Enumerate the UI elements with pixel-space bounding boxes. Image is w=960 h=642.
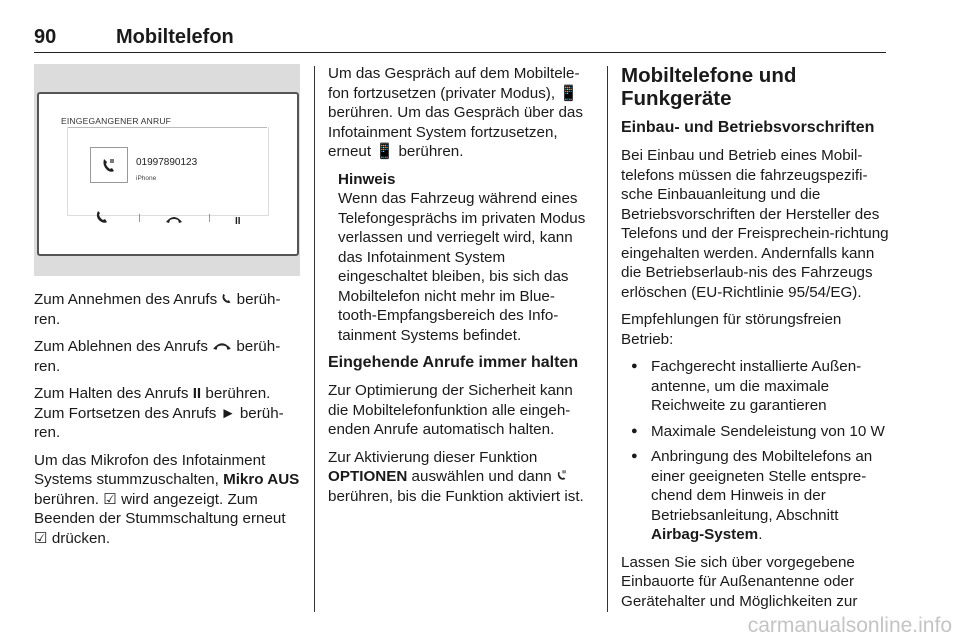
display-screen bbox=[37, 92, 299, 256]
mute-checkbox-icon: ☑ bbox=[34, 529, 48, 547]
separator bbox=[209, 214, 210, 222]
accept-paragraph: Zum Annehmen des Anrufs berüh-ren. bbox=[34, 291, 281, 328]
intro-paragraph: Bei Einbau und Betrieb eines Mobil-telefons müssen die fahrzeugspezifi-sche Einbauanleitung und die Betriebsvorschriften der Hersteller des Telefons und der Freisprechein-richtung eingehalten werden. Andernfalls kann die Betriebserlaub-nis des Fahrzeugs erlöschen (EU-Richtlinie 95/54/EG). bbox=[621, 147, 889, 301]
hold-paragraph: Zum Halten des Anrufs II berühren. bbox=[34, 385, 271, 402]
private-mode-phone-icon bbox=[90, 147, 128, 183]
screen-title: EINGEGANGENER ANRUF bbox=[61, 116, 172, 126]
column-2 bbox=[328, 64, 592, 514]
resume-paragraph: Zum Fortsetzen des Anrufs ► berüh-ren. bbox=[34, 404, 284, 441]
hold-calls-heading: Eingehende Anrufe immer halten bbox=[328, 354, 579, 371]
mute-paragraph: Um das Mikrofon des Infotainment Systems stummzuschalten, Mikro AUS berühren. ☑ wird angezeigt. Zum Beenden der Stummschaltung erneut ☑ drücken. bbox=[34, 451, 300, 547]
private-mode-paragraph: Um das Gespräch auf dem Mobiltele-fon fortzusetzen (privater Modus), 📱 berühren. Um das Gespräch über das Infotainment System fortzusetzen, erneut 📱 berühren. bbox=[328, 65, 583, 160]
phone-hangup-icon bbox=[165, 210, 183, 230]
note-text: Wenn das Fahrzeug während eines Telefongesprächs im privaten Modus verlassen und verriegelt wird, kann das Infotainment System eingeschaltet bleiben, bis sich das Mobiltelefon nicht mehr im Blue-tooth-Empfangsbereich des Info-tainment Systems befindet. bbox=[338, 190, 586, 344]
closing-paragraph: Lassen Sie sich über vorgegebene Einbauorte für Außenantenne oder Gerätehalter und Möglichkeiten zur bbox=[621, 553, 858, 610]
phone-accept-icon bbox=[95, 210, 109, 230]
section-heading: Mobiltelefone und Funkgeräte bbox=[621, 64, 797, 110]
hold-phone-icon bbox=[556, 468, 567, 485]
page-number: 90 bbox=[34, 26, 57, 48]
caller-number: 01997890123 bbox=[136, 157, 198, 168]
private-mode-icon: 📱 bbox=[375, 143, 395, 160]
caller-device: iPhone bbox=[136, 175, 157, 182]
column-1 bbox=[34, 64, 300, 556]
column-divider bbox=[314, 66, 315, 612]
private-mode-icon: 📱 bbox=[559, 84, 579, 102]
column-divider bbox=[607, 66, 608, 612]
phone-hangup-icon bbox=[212, 338, 232, 355]
pause-icon: II bbox=[192, 385, 202, 402]
mute-checkbox-icon: ☑ bbox=[103, 490, 117, 508]
recommendation-paragraph: Empfehlungen für störungsfreien Betrieb: bbox=[621, 311, 842, 348]
pause-icon: II bbox=[235, 216, 241, 227]
activate-paragraph: Zur Aktivierung dieser Funktion OPTIONEN auswählen und dann berühren, bis die Funktion aktiviert ist. bbox=[328, 448, 584, 505]
list-item: ● Anbringung des Mobiltelefons an einer geeigneten Stelle entspre-chend dem Hinweis in der Betriebsanleitung, Abschnitt Airbag-System. bbox=[621, 447, 889, 545]
decline-paragraph: Zum Ablehnen des Anrufs berüh-ren. bbox=[34, 338, 281, 375]
play-icon: ► bbox=[220, 404, 236, 422]
watermark: carmanualsonline.info bbox=[747, 614, 952, 637]
page-header bbox=[34, 22, 886, 53]
call-panel bbox=[67, 127, 269, 216]
list-item: ● Maximale Sendeleistung von 10 W bbox=[621, 422, 889, 442]
note-box bbox=[338, 170, 592, 346]
page-title: Mobiltelefon bbox=[116, 26, 234, 48]
hold-calls-paragraph: Zur Optimierung der Sicherheit kann die Mobiltelefonfunktion alle eingeh-enden Anrufe automatisch halten. bbox=[328, 382, 573, 438]
recommendation-list bbox=[621, 357, 889, 545]
note-title: Hinweis bbox=[338, 170, 396, 188]
incoming-call-illustration bbox=[34, 64, 300, 276]
column-3 bbox=[621, 64, 889, 619]
separator bbox=[139, 214, 140, 222]
list-item: ● Fachgerecht installierte Außen-antenne, um die maximale Reichweite zu garantieren bbox=[621, 357, 889, 416]
phone-accept-icon bbox=[221, 291, 232, 308]
subsection-heading: Einbau- und Betriebsvorschriften bbox=[621, 119, 875, 136]
